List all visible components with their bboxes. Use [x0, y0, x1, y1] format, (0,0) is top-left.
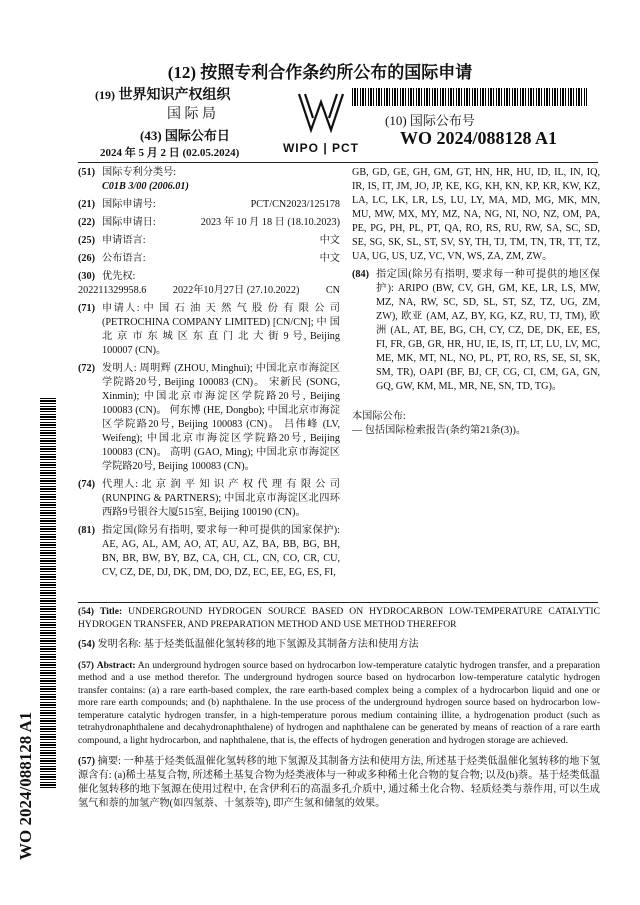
- org-code: (19): [95, 88, 115, 102]
- field-code: (54): [78, 639, 95, 650]
- wipo-logo-text: WIPO | PCT: [282, 141, 360, 155]
- side-barcode: [40, 398, 56, 788]
- field-code: (21): [78, 199, 95, 210]
- title-label: Title:: [99, 606, 123, 617]
- field-code: (57): [78, 756, 95, 767]
- publication-number-label: (10) 国际公布号: [385, 113, 475, 128]
- field-code: (25): [78, 235, 95, 246]
- field-81: [78, 524, 340, 580]
- applicant: 申请人: 中 国 石 油 天 然 气 股 份 有 限 公 司 (PETROCHINA COMPANY LIMITED) [CN/CN]; 中 国 北 京 市 东 城 区 东 直 门 北 大 街 9 号, Beijing 100007 (CN)。: [102, 303, 340, 356]
- org-subname: 国 际 局: [167, 107, 216, 122]
- bibliographic-left-column: [78, 166, 340, 584]
- wipo-organization: [95, 86, 231, 124]
- publication-number: WO 2024/088128 A1: [400, 128, 558, 148]
- field-code: (71): [78, 303, 95, 314]
- field-label: 公布语言:: [102, 253, 146, 264]
- designated-regions: 指定国(除另有指明, 要求每一种可提供的地区保护): ARIPO (BW, CV, GH, GM, KE, LR, LS, MW, MZ, NA, RW, SC, SD, SL, ST, SZ, TZ, UG, ZM, ZW), 欧亚 (AM, AZ, BY, KG, KZ, RU, TJ, TM), 欧洲 (AL, AT, BE, BG, CH, CY, CZ, DE, DK, EE, ES, FI, FR, GB, GR, HR, HU, IE, IS, IT, LT, LU, LV, MC, ME, MK, MT, NL, NO, PL, PT, RO, RS, SE, SI, SK, SM, TR), OAPI (BF, BJ, CF, CG, CI, CM, GA, GN, GQ, GW, KM, ML, MR, NE, SN, TD, TG)。: [376, 269, 600, 392]
- field-code: (22): [78, 217, 95, 228]
- abstract-label-zh: 摘要:: [97, 756, 121, 767]
- publication-language: 中文: [319, 253, 340, 264]
- wipo-emblem-icon: [293, 90, 349, 134]
- priority-number: 202211329958.6: [78, 285, 147, 296]
- publication-date: 2024 年 5 月 2 日 (02.05.2024): [100, 147, 240, 159]
- field-label: 优先权:: [102, 271, 136, 282]
- abstract-chinese: 一种基于烃类低温催化氢转移的地下氢源及其制备方法和使用方法, 所述基于烃类低温催化氢转移的地下氢源含有: (a)稀土基复合物, 所述稀土基复合物为烃类液体与一种或多种稀土化合物的复合物; 以及(b)萘。基于烃类低温催化氢转移的地下氢源在使用过程中, 在含伊利石的高温多孔介质中, 通过稀土化合物、轻质烃类与萘作用, 可以生成氢气和萘的加氢产物(如四氢萘、十氢萘等), 即产生氢和储氢的效果。: [78, 756, 600, 809]
- inventors: 发明人: 周明辉 (ZHOU, Minghui); 中国北京市海淀区学院路20号, Beijing 100083 (CN)。 宋新民 (SONG, Xinmin); 中国北京市海淀区学院路20号, Beijing 100083 (CN)。 何东博 (HE, Dongbo); 中国北京市海淀区学院路20号, Beijing 100083 (CN)。 吕伟峰 (LV, Weifeng); 中国北京市海淀区学院路20号, Beijing 100083 (CN)。 高明 (GAO, Ming); 中国北京市海淀区学院路20号, Beijing 100083 (CN)。: [102, 363, 340, 472]
- field-label: 国际专利分类号:: [102, 167, 177, 178]
- field-code: (51): [78, 167, 95, 178]
- bibliographic-right-column: [352, 166, 600, 438]
- field-code: (81): [78, 525, 95, 536]
- field-code: (72): [78, 363, 95, 374]
- field-code: (57): [78, 659, 94, 671]
- field-code: (54): [78, 606, 94, 617]
- application-number: PCT/CN2023/125178: [250, 199, 340, 210]
- priority-date: 2022年10月27日 (27.10.2022): [172, 285, 300, 296]
- priority-country: CN: [325, 285, 340, 296]
- field-code: (30): [78, 271, 95, 282]
- title-english: UNDERGROUND HYDROGEN SOURCE BASED ON HYDROCARBON LOW-TEMPERATURE CATALYTIC HYDROGEN TRANSFER, AND PREPARATION METHOD AND USE METHOD THEREFOR: [78, 606, 600, 630]
- section-54-title: [78, 606, 600, 811]
- divider: [78, 162, 598, 163]
- publication-note: — 包括国际检索报告(条约第21条(3))。: [352, 425, 527, 436]
- field-74: [78, 478, 340, 520]
- field-label: 国际申请号:: [102, 199, 156, 210]
- ipc-classification: C01B 3/00 (2006.01): [102, 181, 189, 192]
- divider: [78, 602, 598, 603]
- filing-language: 中文: [319, 235, 340, 246]
- barcode: [352, 88, 587, 106]
- abstract-label: Abstract:: [96, 659, 136, 671]
- field-72: [78, 362, 340, 474]
- field-30: [78, 270, 340, 298]
- title-chinese: 基于烃类低温催化氢转移的地下氢源及其制备方法和使用方法: [143, 639, 419, 650]
- field-51: [78, 166, 340, 194]
- org-name: 世界知识产权组织: [118, 88, 231, 103]
- title-label-zh: 发明名称:: [97, 639, 142, 650]
- field-label: 申请语言:: [102, 235, 146, 246]
- filing-date: 2023 年 10 月 18 日 (18.10.2023): [200, 217, 340, 228]
- abstract-english: An underground hydrogen source based on hydrocarbon low-temperature catalytic hydrogen transfer, and a preparation method and a use method therefor. The underground hydrogen source based on hydrocarbon low-temperature catalytic hydrogen transfer contains: (a) a rare earth-based complex, the rare earth-based complex being a complex of a hydrocarbon liquid and one or more rare earth compounds; and (b) naphthalene. In the use process of the underground hydrogen source based on hydrocarbon low-temperature catalytic hydrogen transfer, in a high-temperature porous medium containing illite, a hydrogenation product (such as tetrahydronaphthalene and decahydronaphthalene) of hydrogen and naphthalene can be generated by means of reaction of a rare earth compound, a light hydrocarbon, and naphthalene, that is, the effects of hydrogen generation and hydrogen storage are achieved.: [78, 659, 601, 746]
- designated-states-continued: GB, GD, GE, GH, GM, GT, HN, HR, HU, ID, IL, IN, IQ, IR, IS, IT, JM, JO, JP, KE, KG, KH, KN, KP, KR, KW, KZ, LA, LC, LK, LR, LS, LU, LY, MA, MD, MG, MK, MN, MU, MW, MX, MY, MZ, NA, NG, NI, NO, NZ, OM, PA, PE, PG, PH, PL, PT, QA, RO, RS, RU, RW, SA, SC, SD, SE, SG, SK, SL, ST, SV, SY, TH, TJ, TM, TN, TR, TT, TZ, UA, UG, US, UZ, VC, VN, WS, ZA, ZM, ZW。: [352, 167, 600, 262]
- publication-date-label: (43) 国际公布日: [140, 128, 230, 143]
- field-22: [78, 216, 340, 230]
- field-label: 国际申请日:: [102, 217, 156, 228]
- field-71: [78, 302, 340, 358]
- priority-data: [78, 284, 340, 298]
- field-code: (74): [78, 479, 95, 490]
- field-84: [352, 268, 600, 394]
- document-title: (12) 按照专利合作条约所公布的国际申请: [167, 63, 473, 82]
- field-26: [78, 252, 340, 266]
- publication-notes-label: 本国际公布:: [352, 411, 406, 422]
- field-code: (84): [352, 269, 369, 280]
- agent: 代理人: 北 京 润 平 知 识 产 权 代 理 有 限 公 司 (RUNPING & PARTNERS); 中国北京市海淀区北四环西路9号银谷大厦515室, Beijing 100190 (CN)。: [102, 479, 340, 518]
- side-publication-number: WO 2024/088128 A1: [16, 711, 35, 860]
- field-25: [78, 234, 340, 248]
- designated-states: 指定国(除另有指明, 要求每一种可提供的国家保护): AE, AG, AL, AM, AO, AT, AU, AZ, BA, BB, BG, BH, BN, BR, BW, BY, BZ, CA, CH, CL, CN, CO, CR, CU, CV, CZ, DE, DJ, DK, DM, DO, DZ, EC, EE, EG, ES, FI,: [102, 525, 340, 578]
- field-code: (26): [78, 253, 95, 264]
- field-21: [78, 198, 340, 212]
